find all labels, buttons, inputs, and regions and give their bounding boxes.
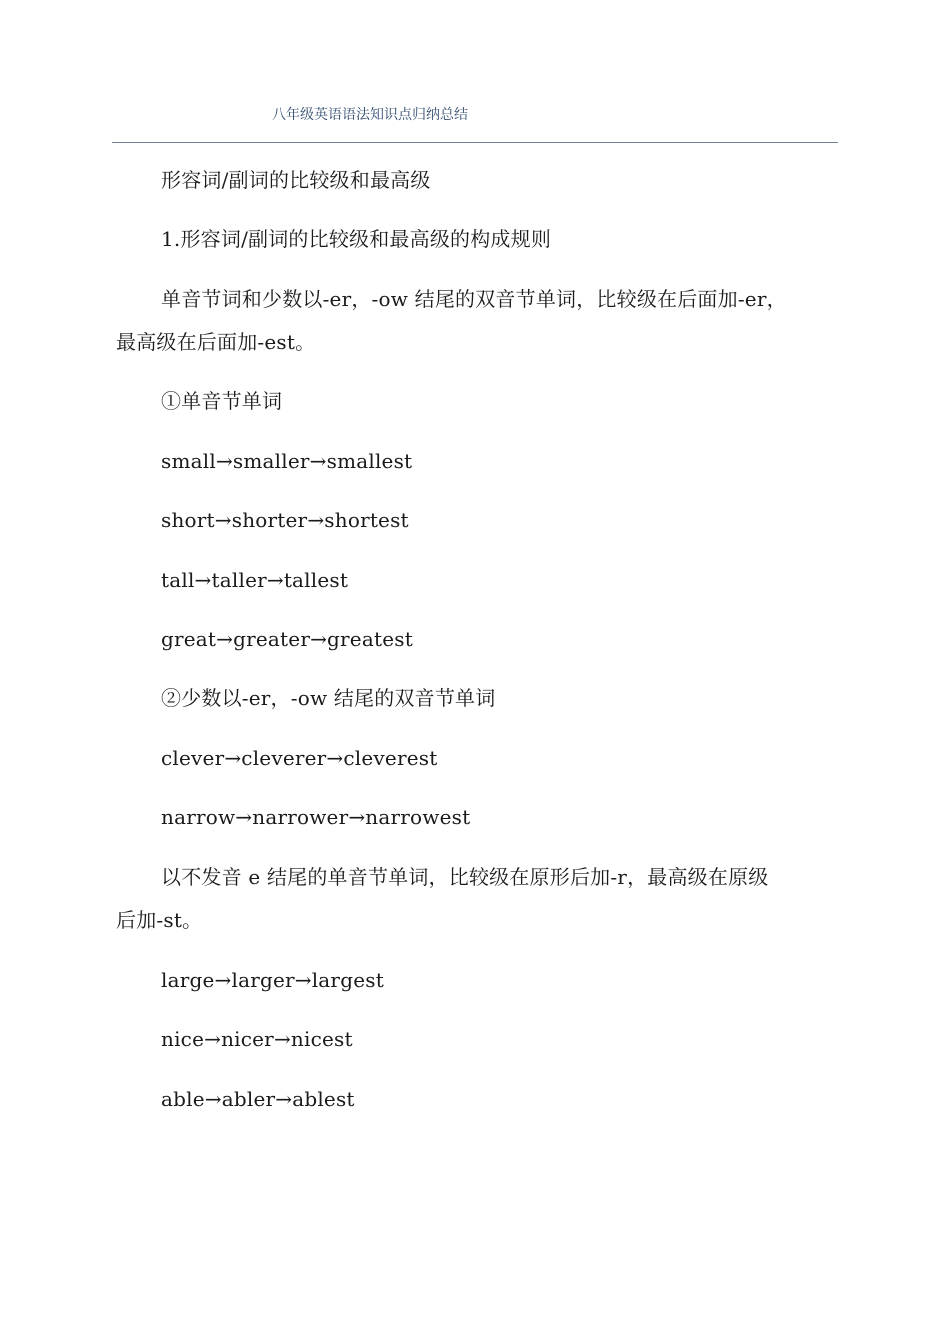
example-line: clever→cleverer→cleverest	[161, 746, 438, 770]
example-line: great→greater→greatest	[161, 627, 413, 651]
example-line: nice→nicer→nicest	[161, 1027, 353, 1051]
section-heading: 形容词/副词的比较级和最高级	[161, 168, 431, 192]
example-line: large→larger→largest	[161, 968, 384, 992]
subsection-1-title: ①单音节单词	[161, 389, 283, 413]
rule-1-text-line-2: 最高级在后面加-est。	[116, 330, 316, 354]
example-line: small→smaller→smallest	[161, 449, 413, 473]
header-divider	[112, 142, 838, 143]
rule-2-text-line-2: 后加-st。	[116, 908, 203, 932]
example-line: short→shorter→shortest	[161, 508, 409, 532]
page-header-title: 八年级英语语法知识点归纳总结	[272, 107, 468, 123]
rule-1-text-line-1: 单音节词和少数以-er，-ow 结尾的双音节单词，比较级在后面加-er，	[161, 287, 787, 311]
example-line: able→abler→ablest	[161, 1087, 355, 1111]
subsection-2-title: ②少数以-er，-ow 结尾的双音节单词	[161, 686, 496, 710]
rule-2-text-line-1: 以不发音 e 结尾的单音节单词，比较级在原形后加-r，最高级在原级	[161, 865, 769, 889]
example-line: tall→taller→tallest	[161, 568, 349, 592]
section-1-title: 1.形容词/副词的比较级和最高级的构成规则	[161, 227, 552, 251]
example-line: narrow→narrower→narrowest	[161, 805, 471, 829]
